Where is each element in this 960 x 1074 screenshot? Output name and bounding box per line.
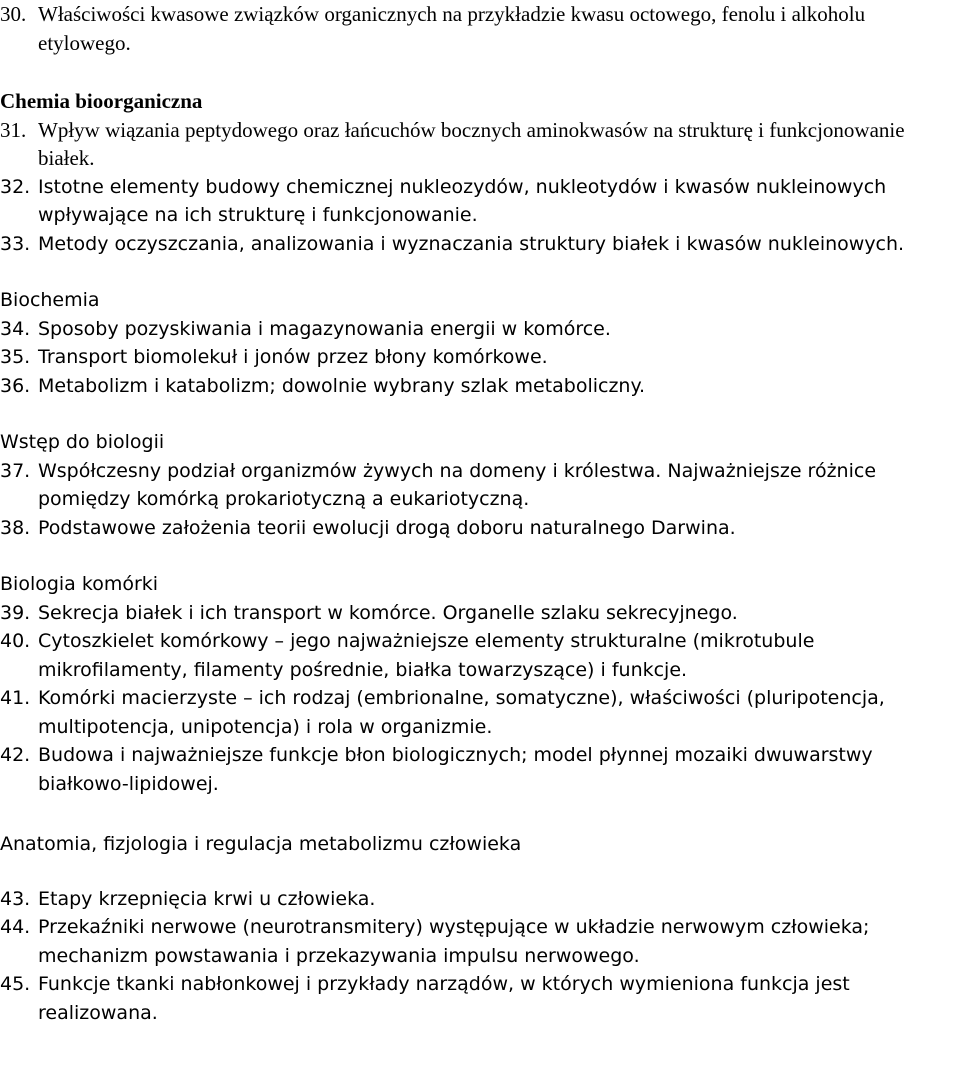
item-number: 35. xyxy=(0,346,31,368)
list-item xyxy=(0,741,960,798)
list-item xyxy=(0,0,960,57)
item-text: Przekaźniki nerwowe (neurotransmitery) występujące w układzie nerwowym człowieka; mechanizm powstawania i przekazywania impulsu nerwowego. xyxy=(38,916,870,967)
spacer xyxy=(0,258,960,286)
item-number: 41. xyxy=(0,687,31,709)
item-number: 43. xyxy=(0,887,31,910)
item-number: 42. xyxy=(0,744,31,766)
item-text: Funkcje tkanki nabłonkowej i przykłady narządów, w których wymieniona funkcja jest realizowana. xyxy=(38,973,850,1024)
section-chemia xyxy=(0,87,960,258)
item-text: Cytoszkielet komórkowy – jego najważniejsze elementy strukturalne (mikrotubule mikrofilamenty, filamenty pośrednie, białka towarzyszące) i funkcje. xyxy=(38,630,815,681)
section-heading: Wstęp do biologii xyxy=(0,431,165,453)
item-number: 40. xyxy=(0,630,31,652)
list-item xyxy=(0,684,960,741)
section-heading: Biochemia xyxy=(0,289,100,311)
item-text: Współczesny podział organizmów żywych na domeny i królestwa. Najważniejsze różnice pomiędzy komórką prokariotyczną a eukariotyczną. xyxy=(38,459,877,510)
section-anatomia xyxy=(0,830,960,1027)
item-text: Metabolizm i katabolizm; dowolnie wybrany szlak metaboliczny. xyxy=(38,374,646,397)
list-item xyxy=(0,627,960,684)
list-item xyxy=(0,970,960,1027)
list-item xyxy=(0,230,960,259)
item-number: 32. xyxy=(0,175,31,198)
list-item xyxy=(0,173,960,230)
list-item xyxy=(0,885,960,914)
item-number: 31. xyxy=(0,117,27,142)
item-text: Podstawowe założenia teorii ewolucji drogą doboru naturalnego Darwina. xyxy=(38,516,736,539)
list-item xyxy=(0,457,960,514)
item-number: 39. xyxy=(0,601,31,624)
item-text: Wpływ wiązania peptydowego oraz łańcuchów bocznych aminokwasów na strukturę i funkcjonowanie białek. xyxy=(38,117,905,170)
item-number: 44. xyxy=(0,916,31,938)
item-number: 45. xyxy=(0,973,31,995)
list-item xyxy=(0,343,960,372)
item-number: 38. xyxy=(0,516,31,539)
list-item xyxy=(0,599,960,628)
item-text: Budowa i najważniejsze funkcje błon biologicznych; model płynnej mozaiki dwuwarstwy białkowo-lipidowej. xyxy=(38,744,873,795)
section-biochemia xyxy=(0,286,960,400)
item-text: Etapy krzepnięcia krwi u człowieka. xyxy=(38,887,376,910)
section-heading: Anatomia, fizjologia i regulacja metabolizmu człowieka xyxy=(0,833,522,855)
spacer xyxy=(0,542,960,570)
section-top xyxy=(0,0,960,57)
item-number: 37. xyxy=(0,459,31,482)
spacer xyxy=(0,859,960,885)
spacer xyxy=(0,57,960,87)
spacer xyxy=(0,798,960,830)
list-item xyxy=(0,372,960,401)
spacer xyxy=(0,400,960,428)
list-item xyxy=(0,514,960,543)
item-text: Metody oczyszczania, analizowania i wyznaczania struktury białek i kwasów nukleinowych. xyxy=(38,232,905,255)
item-text: Sekrecja białek i ich transport w komórce. Organelle szlaku sekrecyjnego. xyxy=(38,601,738,624)
section-komorki xyxy=(0,570,960,798)
item-text: Transport biomolekuł i jonów przez błony komórkowe. xyxy=(38,346,548,368)
item-number: 34. xyxy=(0,317,31,340)
list-item xyxy=(0,315,960,344)
item-text: Istotne elementy budowy chemicznej nukleozydów, nukleotydów i kwasów nukleinowych wpływające na ich strukturę i funkcjonowanie. xyxy=(38,175,887,226)
section-wstep xyxy=(0,428,960,542)
item-text: Właściwości kwasowe związków organicznych na przykładzie kwasu octowego, fenolu i alkoholu etylowego. xyxy=(38,2,866,55)
list-item xyxy=(0,913,960,970)
section-heading: Chemia bioorganiczna xyxy=(0,89,203,113)
list-item xyxy=(0,116,960,173)
item-text: Komórki macierzyste – ich rodzaj (embrionalne, somatyczne), właściwości (pluripotencja, multipotencja, unipotencja) i rola w organizmie. xyxy=(38,687,885,738)
section-heading: Biologia komórki xyxy=(0,573,159,595)
item-text: Sposoby pozyskiwania i magazynowania energii w komórce. xyxy=(38,317,611,340)
item-number: 36. xyxy=(0,374,31,397)
item-number: 33. xyxy=(0,232,31,255)
item-number: 30. xyxy=(0,2,27,26)
